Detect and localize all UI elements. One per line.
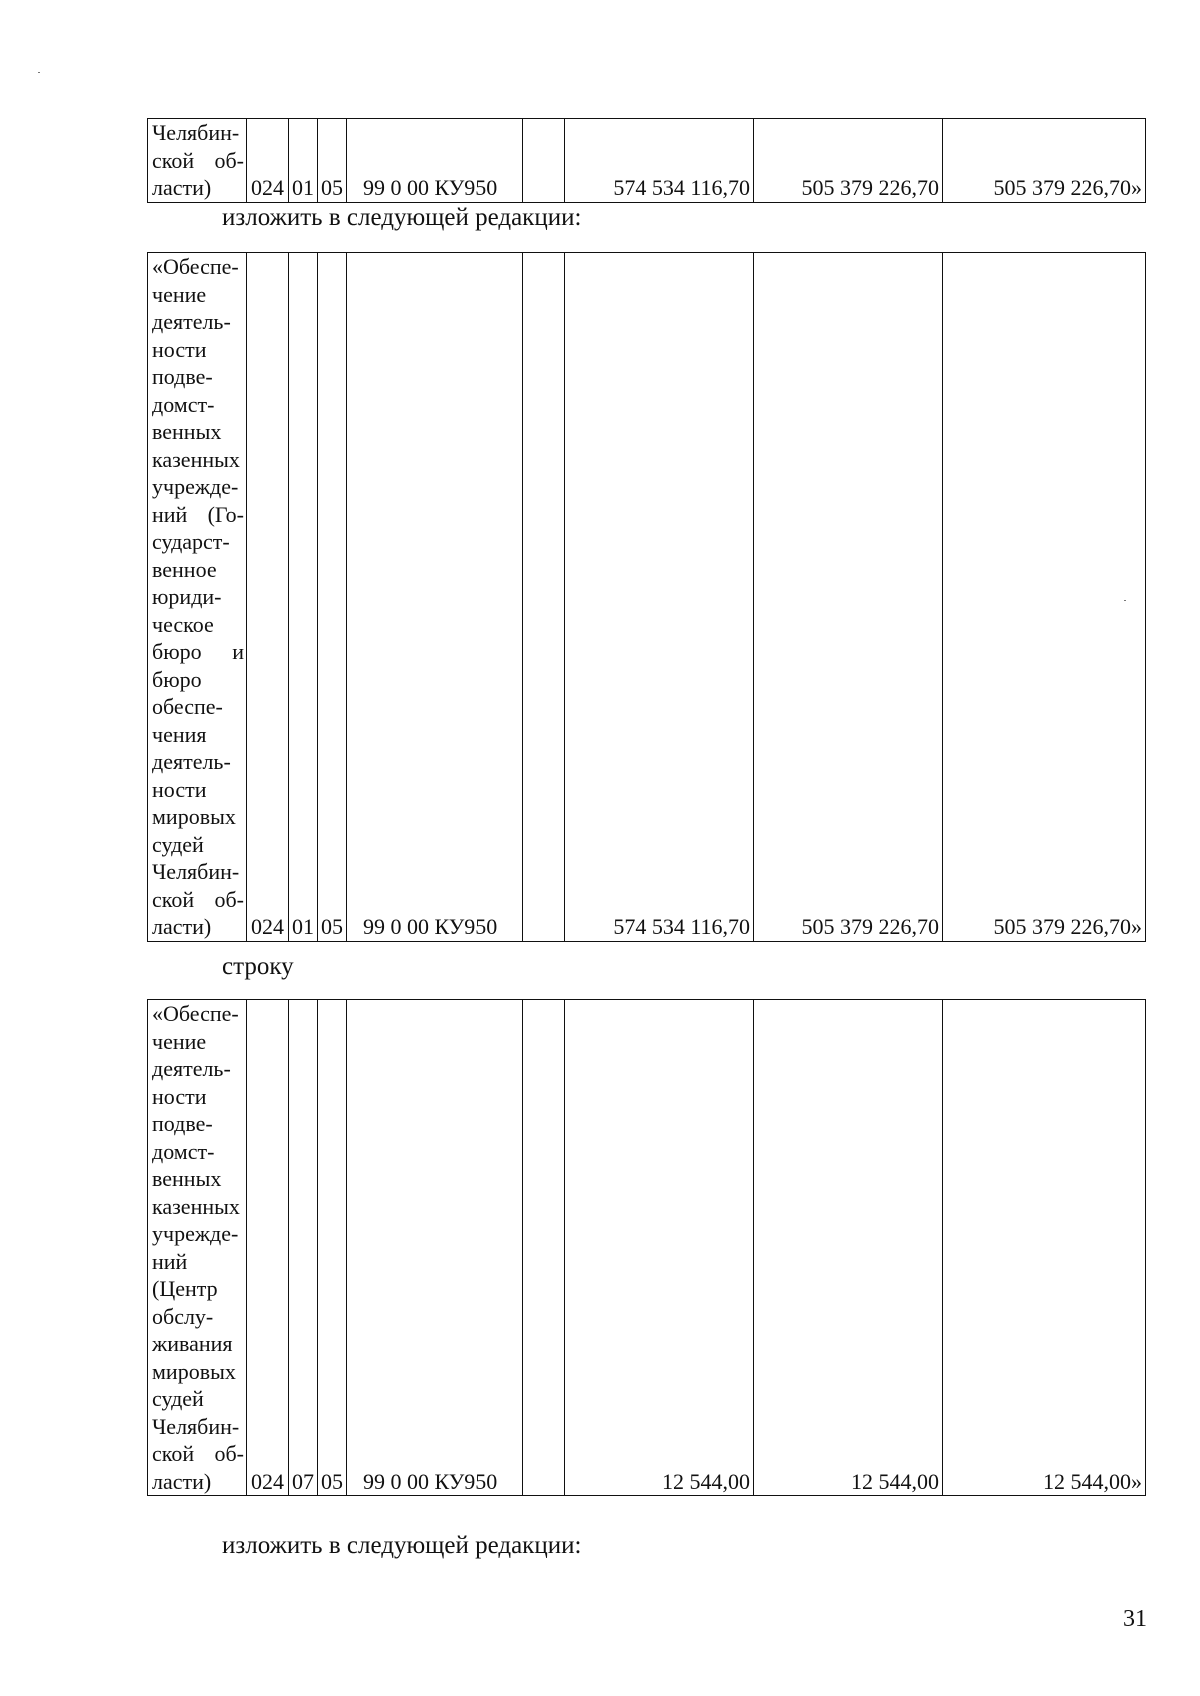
name-line	[152, 308, 244, 336]
name-line	[152, 336, 244, 364]
name-line	[152, 446, 244, 474]
name-word: сударст-	[152, 529, 230, 554]
name-word: деятель-	[152, 309, 231, 334]
name-word: учрежде-	[152, 474, 239, 499]
name-line	[152, 748, 244, 776]
name-word: об-	[214, 1441, 244, 1466]
name-line	[152, 119, 244, 147]
name-word: Челябин-	[152, 859, 240, 884]
name-word: бюро	[152, 666, 202, 692]
sum-year-3-cell: 505 379 226,70»	[943, 119, 1146, 203]
rz-code-cell: 01	[289, 253, 318, 942]
name-line	[152, 803, 244, 831]
name-line	[152, 1000, 244, 1028]
name-line	[152, 528, 244, 556]
name-line	[152, 913, 244, 941]
name-word: ности	[152, 336, 207, 362]
name-word: ласти)	[152, 914, 212, 939]
name-word: ческое	[152, 611, 214, 637]
name-word: судей	[152, 831, 204, 857]
name-line	[152, 1468, 244, 1496]
name-word: об-	[214, 147, 244, 173]
name-line	[152, 418, 244, 446]
name-word: подве-	[152, 1111, 213, 1136]
name-word: об-	[214, 886, 244, 912]
name-word: ской	[152, 1441, 195, 1466]
name-word: мировых	[152, 1358, 236, 1384]
name-word: живания	[152, 1331, 233, 1356]
instruction-text-3: изложить в следующей редакции:	[222, 1532, 582, 1559]
name-word: бюро	[152, 639, 202, 664]
name-word: казенных	[152, 1193, 240, 1219]
expense-name-cell	[148, 119, 247, 203]
name-word: чение	[152, 281, 207, 307]
name-word: домст-	[152, 391, 215, 417]
name-line	[152, 1220, 244, 1248]
name-line	[152, 253, 244, 281]
name-word: мировых	[152, 804, 236, 829]
name-line	[152, 1083, 244, 1111]
vr-code-cell	[523, 253, 565, 942]
name-line	[152, 391, 244, 419]
name-word: обеспе-	[152, 694, 223, 719]
expense-name-cell	[148, 1000, 247, 1496]
sum-year-3-cell: 505 379 226,70»	[943, 253, 1146, 942]
name-word: учрежде-	[152, 1221, 239, 1246]
name-word: обслу-	[152, 1303, 214, 1329]
name-line	[152, 721, 244, 749]
name-word: деятель-	[152, 1056, 231, 1081]
name-line	[152, 556, 244, 584]
name-word: юриди-	[152, 584, 222, 609]
pr-code-cell: 05	[318, 119, 347, 203]
name-line	[152, 473, 244, 501]
sum-year-3-cell: 12 544,00»	[943, 1000, 1146, 1496]
name-line	[152, 1055, 244, 1083]
name-word: ний	[152, 501, 188, 527]
name-word: ской	[152, 886, 195, 912]
budget-table-1	[147, 118, 1146, 203]
name-line	[152, 1275, 244, 1303]
name-word: деятель-	[152, 749, 231, 774]
name-line	[152, 1330, 244, 1358]
budget-table-3	[147, 999, 1146, 1496]
name-word: ской	[152, 147, 195, 173]
name-line	[152, 174, 244, 202]
name-word: «Обеспе-	[152, 1001, 239, 1026]
name-word: подве-	[152, 364, 213, 389]
name-line	[152, 501, 244, 529]
name-line	[152, 1028, 244, 1056]
name-line	[152, 1385, 244, 1413]
name-line	[152, 638, 244, 666]
scan-speck	[38, 72, 40, 73]
name-word: чение	[152, 1028, 207, 1054]
name-line	[152, 693, 244, 721]
rz-code-cell: 07	[289, 1000, 318, 1496]
table-row	[148, 1000, 1146, 1496]
name-word: венных	[152, 1166, 222, 1191]
csr-code-cell: 99 0 00 КУ950	[347, 253, 523, 942]
name-word: чения	[152, 721, 207, 747]
expense-name-cell	[148, 253, 247, 942]
name-line	[152, 886, 244, 914]
table-row	[148, 253, 1146, 942]
name-word: казенных	[152, 446, 240, 472]
name-line	[152, 666, 244, 694]
name-line	[152, 583, 244, 611]
name-line	[152, 858, 244, 886]
name-word: судей	[152, 1386, 204, 1411]
budget-table-2	[147, 252, 1146, 942]
name-line	[152, 1413, 244, 1441]
name-line	[152, 147, 244, 175]
name-line	[152, 1138, 244, 1166]
name-word: ности	[152, 776, 207, 802]
name-word: домст-	[152, 1138, 215, 1164]
sum-year-1-cell: 574 534 116,70	[565, 253, 754, 942]
sum-year-2-cell: 505 379 226,70	[754, 253, 943, 942]
name-word: ний	[152, 1248, 188, 1274]
pr-code-cell: 05	[318, 1000, 347, 1496]
name-line	[152, 1358, 244, 1386]
name-word: ности	[152, 1083, 207, 1109]
instruction-text-1: изложить в следующей редакции:	[222, 204, 582, 231]
vr-code-cell	[523, 1000, 565, 1496]
name-line	[152, 776, 244, 804]
name-line	[152, 1165, 244, 1193]
name-line	[152, 363, 244, 391]
name-line	[152, 1193, 244, 1221]
ved-code-cell: 024	[247, 1000, 289, 1496]
name-line	[152, 831, 244, 859]
name-word: ласти)	[152, 175, 212, 200]
name-line	[152, 1303, 244, 1331]
sum-year-1-cell: 12 544,00	[565, 1000, 754, 1496]
name-line	[152, 611, 244, 639]
name-line	[152, 1440, 244, 1468]
table-row	[148, 119, 1146, 203]
name-word: (Центр	[152, 1276, 218, 1301]
page-number: 31	[1123, 1606, 1147, 1632]
sum-year-1-cell: 574 534 116,70	[565, 119, 754, 203]
name-word: и	[232, 639, 244, 664]
instruction-text-2: строку	[222, 953, 294, 980]
name-word: венное	[152, 556, 217, 582]
pr-code-cell: 05	[318, 253, 347, 942]
name-word: Челябин-	[152, 1413, 240, 1439]
name-word: «Обеспе-	[152, 254, 239, 279]
ved-code-cell: 024	[247, 253, 289, 942]
csr-code-cell: 99 0 00 КУ950	[347, 119, 523, 203]
name-line	[152, 281, 244, 309]
name-line	[152, 1110, 244, 1138]
csr-code-cell: 99 0 00 КУ950	[347, 1000, 523, 1496]
sum-year-2-cell: 12 544,00	[754, 1000, 943, 1496]
rz-code-cell: 01	[289, 119, 318, 203]
name-word: (Го-	[207, 501, 244, 527]
name-line	[152, 1248, 244, 1276]
sum-year-2-cell: 505 379 226,70	[754, 119, 943, 203]
name-word: ласти)	[152, 1468, 212, 1494]
vr-code-cell	[523, 119, 565, 203]
name-word: Челябин-	[152, 120, 240, 145]
ved-code-cell: 024	[247, 119, 289, 203]
name-word: венных	[152, 419, 222, 444]
